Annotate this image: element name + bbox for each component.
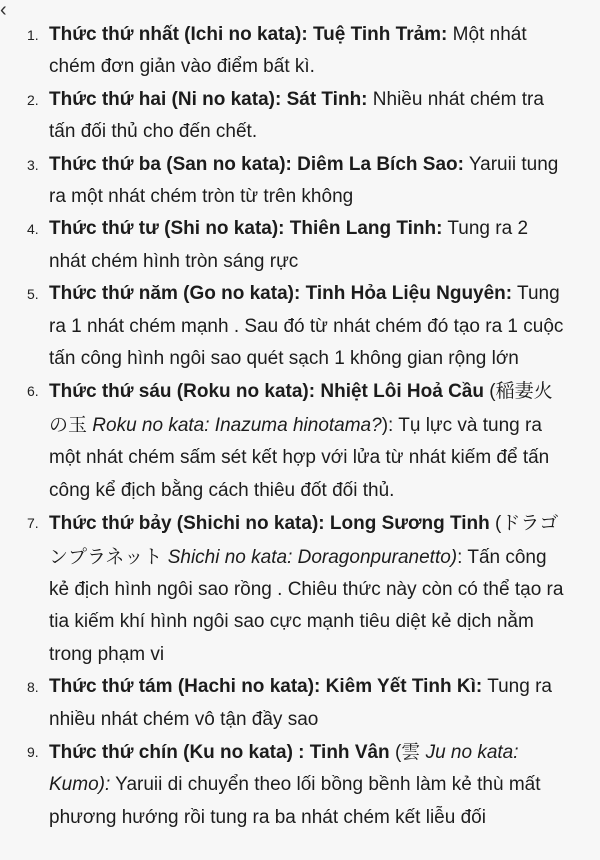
list-item bbox=[27, 671, 570, 736]
item-number: 7. bbox=[27, 515, 39, 532]
list-item bbox=[27, 149, 570, 214]
item-number: 4. bbox=[27, 221, 39, 238]
item-number: 9. bbox=[27, 743, 39, 760]
item-number: 3. bbox=[27, 156, 39, 173]
item-title: Thức thứ bảy (Shichi no kata): Long Sương Tinh bbox=[49, 513, 490, 535]
item-title: Thức thứ tư (Shi no kata): Thiên Lang Tinh: bbox=[49, 218, 443, 240]
item-description: Nhiều nhát chém tra tấn đối thủ cho đến chết. bbox=[49, 88, 544, 143]
paren-open: ( bbox=[483, 381, 496, 403]
item-description: Tung ra 2 nhát chém hình tròn sáng rực bbox=[49, 218, 529, 272]
japanese-name: 稲妻火の玉 bbox=[49, 380, 553, 436]
item-description: Một nhát chém đơn giản vào điểm bất kì. bbox=[49, 24, 527, 78]
item-title: Thức thứ hai (Ni no kata): Sát Tinh: bbox=[49, 88, 368, 110]
paren-open: ( bbox=[489, 513, 502, 535]
list-item bbox=[27, 19, 570, 84]
item-title: Thức thứ ba (San no kata): Diêm La Bích Sao: bbox=[49, 153, 464, 175]
romaji-name: Ju no kata: Kumo): bbox=[49, 741, 519, 796]
item-description: ): Tụ lực và tung ra một nhát chém sấm sét kết hợp với lửa từ nhát kiếm để tấn công kể địch bằng cách thiêu đốt đối thủ. bbox=[49, 414, 550, 501]
item-title: Thức thứ sáu (Roku no kata): Nhiệt Lôi Hoả Cầu bbox=[49, 381, 484, 403]
list-item bbox=[27, 507, 570, 671]
item-title: Thức thứ chín (Ku no kata) : Tinh Vân bbox=[49, 741, 390, 763]
item-number: 2. bbox=[27, 91, 39, 108]
romaji-name: Roku no kata: Inazuma hinotama? bbox=[87, 414, 382, 436]
item-title: Thức thứ tám (Hachi no kata): Kiêm Yết Tinh Kì: bbox=[49, 676, 483, 698]
list-item bbox=[27, 375, 570, 507]
list-item bbox=[27, 213, 570, 278]
paren-open: ( bbox=[389, 741, 402, 763]
japanese-name: ドラゴンプラネット bbox=[49, 512, 559, 568]
item-description: Tung ra 1 nhát chém mạnh . Sau đó từ nhát chém đó tạo ra 1 cuộc tấn công hình ngôi sao quét sạch 1 không gian rộng lớn bbox=[49, 283, 564, 370]
list-item bbox=[27, 278, 570, 375]
item-number: 5. bbox=[27, 286, 39, 303]
item-number: 1. bbox=[27, 27, 39, 43]
japanese-name: 雲 bbox=[401, 740, 421, 763]
item-number: 6. bbox=[27, 383, 39, 400]
item-description: : Tấn công kẻ địch hình ngôi sao rồng . Chiêu thức này còn có thể tạo ra tia kiếm khí hình ngôi sao cực mạnh tiêu diệt kẻ dịch nằm trong phạm vi bbox=[49, 546, 564, 665]
list-item bbox=[27, 736, 570, 834]
romaji-name: Shichi no kata: Doragonpuranetto) bbox=[162, 546, 458, 568]
item-description: Tung ra nhiều nhát chém vô tận đầy sao bbox=[49, 676, 552, 730]
item-description: Yaruii di chuyển theo lối bồng bềnh làm kẻ thù mất phương hướng rồi tung ra ba nhát chém kết liễu đối bbox=[49, 774, 541, 828]
back-arrow-icon[interactable]: ‹ bbox=[0, 0, 7, 21]
item-title: Thức thứ năm (Go no kata): Tinh Hỏa Liệu Nguyên: bbox=[49, 283, 513, 305]
item-title: Thức thứ nhất (Ichi no kata): Tuệ Tinh Trảm: bbox=[49, 24, 448, 45]
item-number: 8. bbox=[27, 679, 39, 696]
list-item bbox=[27, 84, 570, 149]
item-description: Yaruii tung ra một nhát chém tròn từ trên không bbox=[49, 153, 559, 208]
